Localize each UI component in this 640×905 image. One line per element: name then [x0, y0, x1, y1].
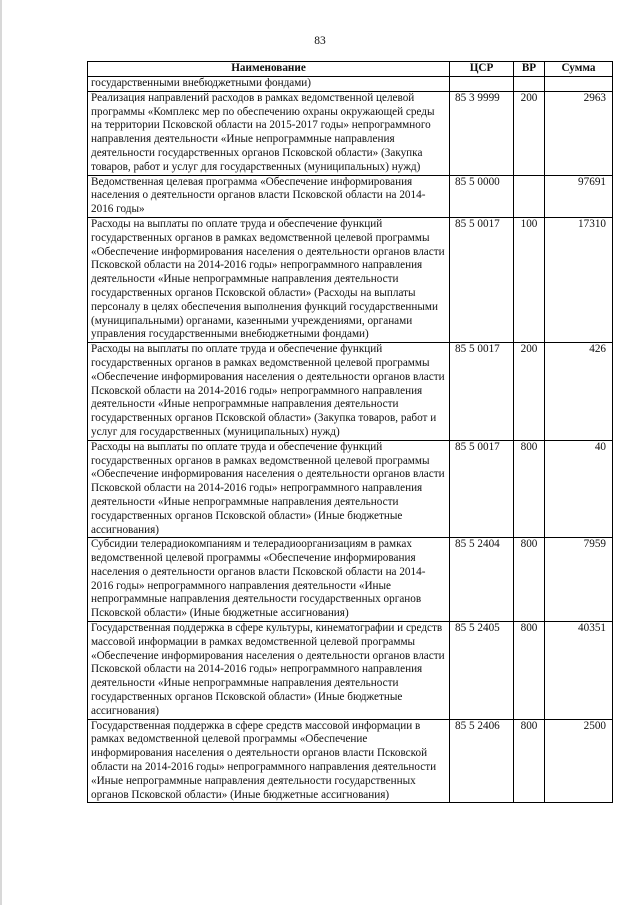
cell-vr: [514, 175, 545, 217]
cell-vr: 200: [514, 91, 545, 175]
table-row: [88, 175, 613, 217]
table-row: [88, 217, 613, 342]
header-name: Наименование: [88, 62, 450, 77]
header-csr: ЦСР: [450, 62, 514, 77]
cell-sum: 7959: [545, 538, 613, 622]
cell-sum: 426: [545, 343, 613, 441]
table-header-row: [88, 62, 613, 77]
table-row: [88, 343, 613, 441]
header-sum: Сумма: [545, 62, 613, 77]
cell-sum: 97691: [545, 175, 613, 217]
cell-csr: 85 5 0017: [450, 343, 514, 441]
cell-csr: [450, 77, 514, 92]
cell-vr: 100: [514, 217, 545, 342]
cell-name: Реализация направлений расходов в рамках ведомственной целевой программы «Комплекс мер по обеспечению охраны окружающей среды на территории Псковской области на 2015-2017 годы» непрограммного направления деятельности «Иные непрограммные направления деятельности государственных органов Псковской области» (Закупка товаров, работ и услуг для государственных (муниципальных) нужд): [88, 91, 450, 175]
cell-name: государственными внебюджетными фондами): [88, 77, 450, 92]
table-row: [88, 77, 613, 92]
cell-name: Государственная поддержка в сфере средств массовой информации в рамках ведомственной целевой программы «Обеспечение информирования населения о деятельности органов власти Псковской области на 2014-2016 годы» непрограммного направления деятельности «Иные непрограммные направления деятельности государственных органов Псковской области» (Иные бюджетные ассигнования): [88, 719, 450, 803]
cell-csr: 85 5 0017: [450, 440, 514, 538]
cell-vr: [514, 77, 545, 92]
cell-sum: 17310: [545, 217, 613, 342]
table-row: [88, 91, 613, 175]
table-row: [88, 440, 613, 538]
header-vr: ВР: [514, 62, 545, 77]
table-body: [88, 77, 613, 803]
cell-name: Ведомственная целевая программа «Обеспечение информирования населения о деятельности органов власти Псковской области на 2014-2016 годы»: [88, 175, 450, 217]
cell-sum: 2500: [545, 719, 613, 803]
scan-edge: [0, 0, 2, 905]
cell-vr: 800: [514, 538, 545, 622]
table-row: [88, 622, 613, 720]
cell-csr: 85 5 2406: [450, 719, 514, 803]
cell-sum: 40: [545, 440, 613, 538]
cell-name: Государственная поддержка в сфере культуры, кинематографии и средств массовой информации в рамках ведомственной целевой программы «Обеспечение информирования населения о деятельности органов власти Псковской области на 2014-2016 годы» непрограммного направления деятельности «Иные непрограммные направления деятельности государственных органов Псковской области» (Иные бюджетные ассигнования): [88, 622, 450, 720]
cell-sum: 40351: [545, 622, 613, 720]
cell-vr: 800: [514, 440, 545, 538]
cell-csr: 85 5 2404: [450, 538, 514, 622]
cell-name: Субсидии телерадиокомпаниям и телерадиоорганизациям в рамках ведомственной целевой программы «Обеспечение информирования населения о деятельности органов власти Псковской области на 2014-2016 годы» непрограммного направления деятельности «Иные непрограммные направления деятельности государственных органов Псковской области» (Иные бюджетные ассигнования): [88, 538, 450, 622]
page-number: 83: [314, 35, 326, 47]
cell-vr: 800: [514, 622, 545, 720]
cell-vr: 800: [514, 719, 545, 803]
cell-name: Расходы на выплаты по оплате труда и обеспечение функций государственных органов в рамках ведомственной целевой программы «Обеспечение информирования населения о деятельности органов власти Псковской области на 2014-2016 годы» непрограммного направления деятельности «Иные непрограммные направления деятельности государственных органов Псковской области» (Иные бюджетные ассигнования): [88, 440, 450, 538]
cell-name: Расходы на выплаты по оплате труда и обеспечение функций государственных органов в рамках ведомственной целевой программы «Обеспечение информирования населения о деятельности органов власти Псковской области на 2014-2016 годы» непрограммного направления деятельности «Иные непрограммные направления деятельности государственных органов Псковской области» (Расходы на выплаты персоналу в целях обеспечения выполнения функций государственными (муниципальными) органами, казенными учреждениями, органами управления государственными внебюджетными фондами): [88, 217, 450, 342]
cell-csr: 85 3 9999: [450, 91, 514, 175]
cell-sum: [545, 77, 613, 92]
cell-csr: 85 5 0000: [450, 175, 514, 217]
table-row: [88, 719, 613, 803]
cell-name: Расходы на выплаты по оплате труда и обеспечение функций государственных органов в рамках ведомственной целевой программы «Обеспечение информирования населения о деятельности органов власти Псковской области на 2014-2016 годы» непрограммного направления деятельности «Иные непрограммные направления деятельности государственных органов Псковской области» (Закупка товаров, работ и услуг для государственных (муниципальных) нужд): [88, 343, 450, 441]
table-row: [88, 538, 613, 622]
cell-csr: 85 5 0017: [450, 217, 514, 342]
cell-csr: 85 5 2405: [450, 622, 514, 720]
cell-vr: 200: [514, 343, 545, 441]
cell-sum: 2963: [545, 91, 613, 175]
budget-table: [87, 61, 613, 803]
